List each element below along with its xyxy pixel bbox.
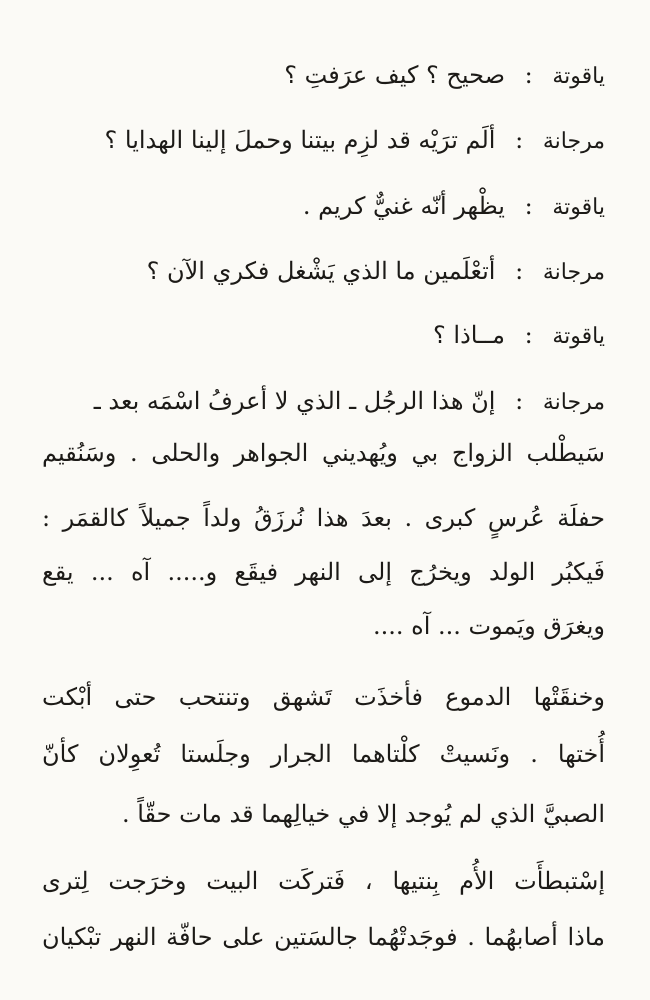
dialogue-text: صحيح ؟ كيف عرَفتِ ؟ — [284, 61, 505, 89]
speech-line: فَيكبُر الولد ويخرُج إلى النهر فيقَع و..... آه ... يقع — [42, 558, 605, 586]
speaker-separator: : — [515, 126, 524, 154]
dialogue-line — [42, 318, 605, 354]
paragraph-line: أُختها . ونَسيتْ كلْتاهما الجرار وجلَستا تُعوِلان كأنّ — [42, 740, 605, 768]
dialogue-text: يظْهر أنّه غنيٌّ كريم . — [302, 192, 505, 220]
speech-line: سَيطْلب الزواج بي ويُهديني الجواهر والحلى . وسَنُقيم — [42, 439, 605, 467]
speaker-name: ياقوتة — [552, 324, 605, 349]
dialogue-text: أتعْلَمين ما الذي يَشْغل فكري الآن ؟ — [146, 257, 496, 285]
speech-line: حفلَة عُرسٍ كبرى . بعدَ هذا نُرزَقُ ولداً جميلاً كالقمَر : — [42, 504, 605, 532]
dialogue-line — [42, 384, 605, 420]
dialogue-text: مــاذا ؟ — [433, 321, 505, 349]
dialogue-text: إنّ هذا الرجُل ـ الذي لا أعرفُ اسْمَه بعد ـ — [93, 387, 496, 415]
paragraph-line: ماذا أصابهُما . فوجَدتْهُما جالسَتين على حافّة النهر تبْكيان — [42, 923, 605, 951]
dialogue-line — [42, 254, 605, 290]
speaker-separator: : — [515, 257, 524, 285]
dialogue-line — [42, 123, 605, 159]
dialogue-line — [42, 189, 605, 225]
dialogue-line — [42, 58, 605, 94]
dialogue-text: ألَم ترَيْه قد لزِم بيتنا وحملَ إلينا الهدايا ؟ — [104, 126, 496, 154]
speaker-name: مرجانة — [542, 260, 605, 285]
speaker-name: ياقوتة — [552, 195, 605, 220]
speaker-name: مرجانة — [542, 390, 605, 415]
paragraph-line: وخنقَتْها الدموع فأخذَت تَشهق وتنتحب حتى أبْكت — [42, 683, 605, 711]
speaker-name: ياقوتة — [552, 64, 605, 89]
speaker-separator: : — [524, 61, 533, 89]
speaker-separator: : — [524, 192, 533, 220]
speaker-separator: : — [515, 387, 524, 415]
speaker-separator: : — [524, 321, 533, 349]
paragraph-line: إسْتبطأَت الأُم بِنتيها ، فَتركَت البيت وخرَجت لِترى — [42, 867, 605, 895]
speech-line: ويغرَق ويَموت ... آه .... — [372, 612, 605, 640]
speaker-name: مرجانة — [542, 129, 605, 154]
paragraph-line: الصبيَّ الذي لم يُوجد إلا في خيالِهما قد مات حقّاً . — [121, 800, 605, 828]
